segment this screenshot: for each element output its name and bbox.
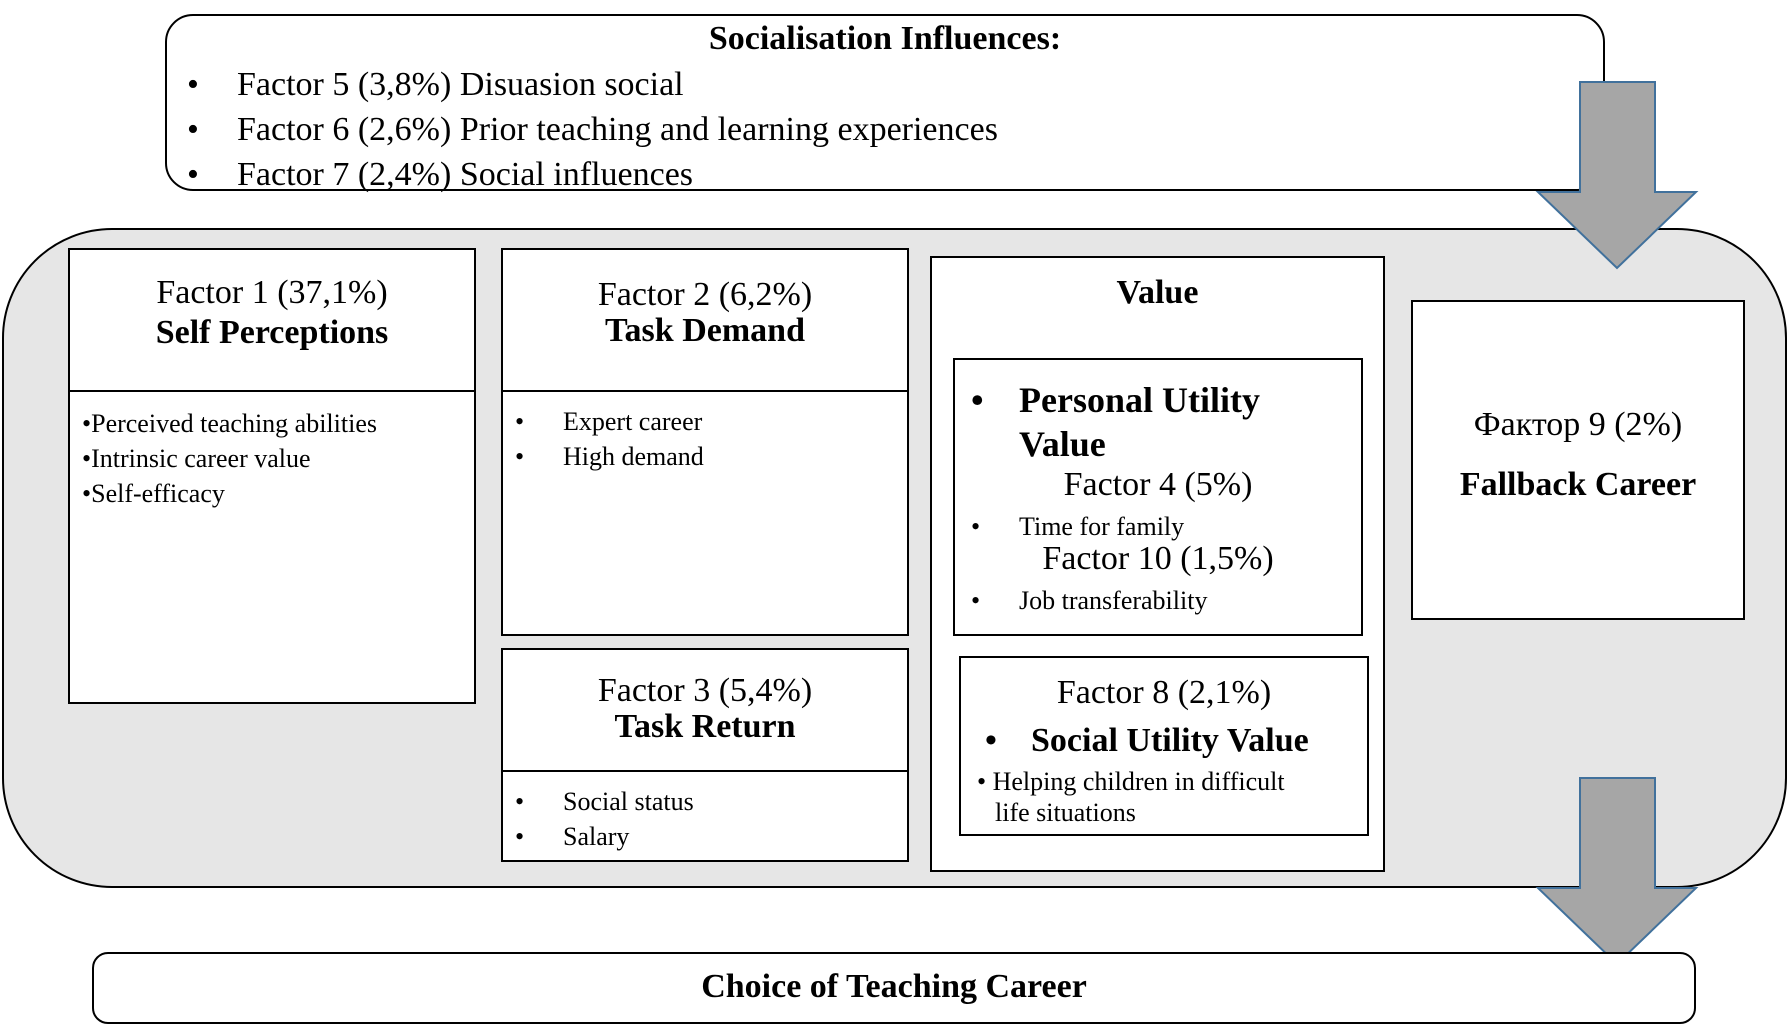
choice-of-teaching-career-box xyxy=(92,952,1696,1024)
list-item: • High demand xyxy=(515,439,704,474)
factor3-title: Task Return xyxy=(614,708,796,745)
factor3-number: Factor 3 (5,4%) xyxy=(597,672,813,709)
list-item: • Salary xyxy=(515,819,694,854)
list-item: •Intrinsic career value xyxy=(82,444,311,473)
factor2-number: Factor 2 (6,2%) xyxy=(597,276,813,313)
socialisation-title: Socialisation Influences: xyxy=(708,20,1062,57)
social-utility-item xyxy=(977,766,1285,828)
value-title: Value xyxy=(1116,274,1199,311)
social-utility-box xyxy=(959,656,1369,836)
socialisation-influences-box xyxy=(165,14,1605,191)
outcome-title: Choice of Teaching Career xyxy=(701,968,1087,1005)
personal-utility-title-line2: Value xyxy=(1019,424,1106,464)
factor1-body xyxy=(68,390,476,704)
down-arrow-bottom xyxy=(1540,776,1700,966)
list-item: • Factor 5 (3,8%) Disuasion social xyxy=(187,62,998,107)
personal-utility-title-line1: Personal Utility xyxy=(1019,380,1260,420)
factor9-title: Fallback Career xyxy=(1459,466,1697,503)
list-item: • Social status xyxy=(515,784,694,819)
list-item: •Self-efficacy xyxy=(82,479,225,508)
personal-utility-box xyxy=(953,358,1363,636)
personal-utility-title: • Personal Utility Value xyxy=(971,380,1260,464)
factor1-number: Factor 1 (37,1%) xyxy=(156,274,388,311)
list-item: • Time for family xyxy=(971,512,1185,541)
factor3-body xyxy=(501,770,909,862)
list-item-continued: life situations xyxy=(995,798,1136,827)
list-item: • Helping children in difficult xyxy=(977,767,1285,796)
factor1-header xyxy=(68,248,476,392)
factor10-number: Factor 10 (1,5%) xyxy=(1042,540,1274,577)
down-arrow-top xyxy=(1540,80,1700,270)
factor2-header xyxy=(501,248,909,392)
factor8-number: Factor 8 (2,1%) xyxy=(1056,674,1272,711)
list-item: • Job transferability xyxy=(971,586,1208,615)
factor4-number: Factor 4 (5%) xyxy=(1063,466,1253,503)
factor2-title: Task Demand xyxy=(605,312,805,349)
list-item: • Factor 7 (2,4%) Social influences xyxy=(187,152,998,197)
factor2-body xyxy=(501,390,909,636)
list-item: • Factor 6 (2,6%) Prior teaching and learning experiences xyxy=(187,107,998,152)
list-item: • Expert career xyxy=(515,404,704,439)
socialisation-list xyxy=(187,62,998,197)
factor9-number: Фактор 9 (2%) xyxy=(1473,406,1683,443)
factor1-title: Self Perceptions xyxy=(155,314,389,351)
social-utility-title: • Social Utility Value xyxy=(985,722,1309,759)
factor9-box xyxy=(1411,300,1745,620)
factor3-header xyxy=(501,648,909,772)
list-item: •Perceived teaching abilities xyxy=(82,409,377,438)
